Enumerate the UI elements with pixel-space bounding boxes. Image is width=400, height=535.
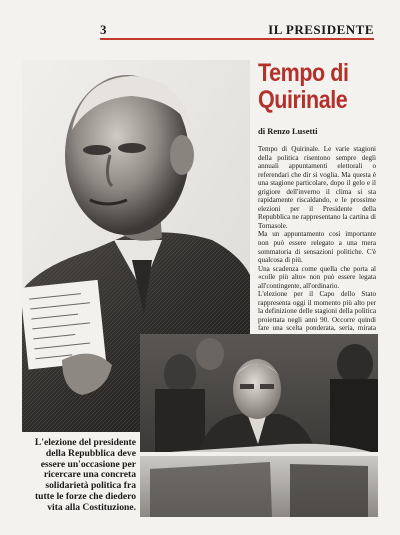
paragraph: Ma un appuntamento così importante non può essere relegato a una mera sommatoria di sensazioni politiche. C'è qualcosa di più. [258,230,376,265]
car-scene-photo [140,334,378,517]
section-title: IL PRESIDENTE [268,22,374,37]
byline: di Renzo Lusetti [258,126,318,136]
paragraph: Una scadenza come quella che porta al «colle più alto» non può essere legata all'contingente, all'ordinario. [258,264,376,290]
article-title: Tempo di Quirinale [258,59,349,114]
paragraph: Tempo di Quirinale. Le varie stagioni della politica risentono sempre degli annuali appuntamenti elettorali o referendari che dir si voglia. Ma questa è una stagione particolare, dopo il gelo e il grigiore dell'inverno il clima si sta rapidamente riscaldando, e le prossime elezioni per il Presidente della Repubblica ne rappresentano la cartina di Tornasole. [258,145,376,230]
page-number: 3 [100,22,107,37]
article-body [258,145,376,359]
header-rule [100,38,374,40]
paragraph: L'elezione per il Capo dello Stato rappresenta oggi il momento più alto per la definizione delle stagioni della politica proiettata negli anni 90. Occorre quindi fare una scelta ponderata, seria, mirata [258,290,376,333]
photo-caption: L'elezione del presidente della Repubblica deve essere un'occasione per ricercare una concreta solidarietà politica fra tutte le forze che diedero vita alla Costituzione. [34,437,136,513]
